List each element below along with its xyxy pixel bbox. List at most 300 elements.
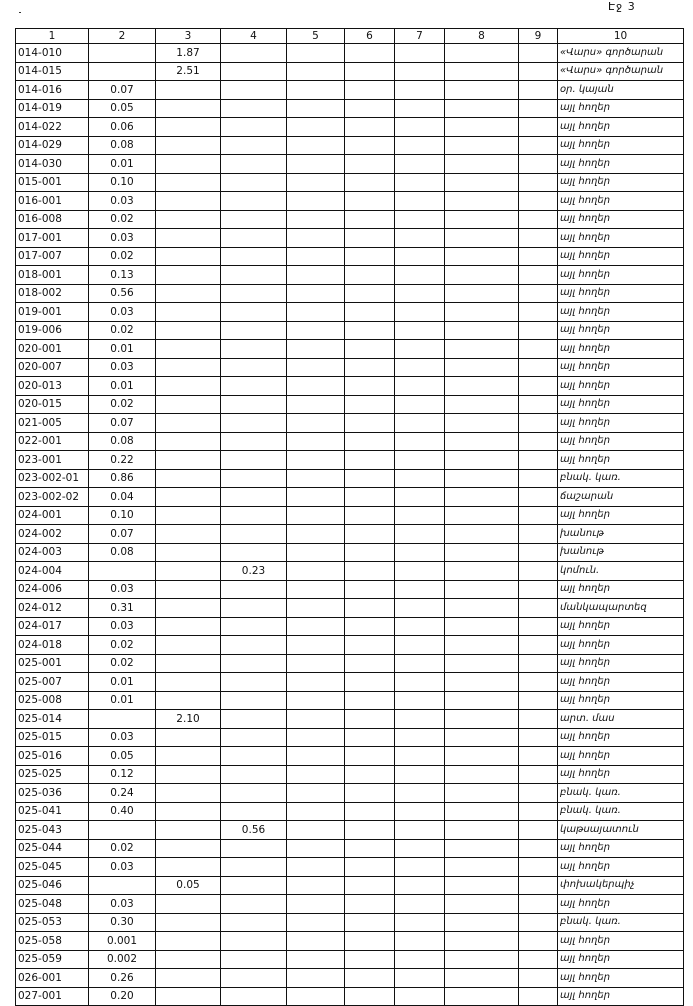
col-9-value [519,636,558,655]
col-2-value: 0.10 [89,173,156,192]
col-9-value [519,784,558,803]
col-8-value [445,44,519,63]
col-9-value [519,710,558,729]
col-6-value [345,858,395,877]
parcel-code: 025-059 [16,950,89,969]
parcel-code: 016-001 [16,192,89,211]
col-5-value [287,395,345,414]
col-4-value [221,284,287,303]
col-9-value [519,691,558,710]
table-row [16,284,684,303]
land-use-label: այլ հողեր [558,765,684,784]
col-5-value [287,136,345,155]
land-use-label: բնակ. կառ. [558,784,684,803]
col-7-value [395,765,445,784]
col-8-value [445,802,519,821]
parcel-code: 025-007 [16,673,89,692]
col-5-value [287,358,345,377]
land-use-label: այլ հողեր [558,173,684,192]
land-use-label: այլ հողեր [558,155,684,174]
land-use-label: այլ հողեր [558,210,684,229]
land-use-label: օր. կայան [558,81,684,100]
col-4-value [221,340,287,359]
land-use-label: այլ հողեր [558,895,684,914]
table-row [16,506,684,525]
col-9-value [519,913,558,932]
col-4-value [221,173,287,192]
col-7-value [395,155,445,174]
parcel-code: 014-022 [16,118,89,137]
col-6-value [345,321,395,340]
col-8-value [445,451,519,470]
col-6-value [345,876,395,895]
table-row [16,432,684,451]
col-4-value [221,765,287,784]
col-8-value [445,858,519,877]
col-8-value [445,525,519,544]
parcel-code: 025-036 [16,784,89,803]
col-7-value [395,81,445,100]
col-3-value [156,377,221,396]
col-3-value [156,432,221,451]
col-2-value: 0.30 [89,913,156,932]
col-3-value [156,913,221,932]
land-use-label: այլ հողեր [558,229,684,248]
col-9-value [519,562,558,581]
col-7-value [395,636,445,655]
col-8-value [445,987,519,1006]
col-8-value [445,506,519,525]
col-2-value: 0.01 [89,155,156,174]
col-2-value: 0.02 [89,636,156,655]
land-use-label: այլ հողեր [558,414,684,433]
col-5-value [287,728,345,747]
land-use-label: այլ հողեր [558,950,684,969]
col-9-value [519,358,558,377]
table-row [16,765,684,784]
col-9-value [519,247,558,266]
parcel-code: 021-005 [16,414,89,433]
col-3-value [156,136,221,155]
col-8-value [445,266,519,285]
table-row [16,728,684,747]
col-8-value [445,969,519,988]
col-8-value [445,895,519,914]
col-6-value [345,969,395,988]
col-9-value [519,229,558,248]
col-7-value [395,599,445,618]
col-2-value: 0.02 [89,654,156,673]
table-row [16,488,684,507]
col-4-value [221,950,287,969]
table-row [16,358,684,377]
col-7-value [395,673,445,692]
land-use-label: կաթսայատուն [558,821,684,840]
land-use-label: այլ հողեր [558,377,684,396]
col-3-value [156,155,221,174]
col-3-value [156,691,221,710]
col-9-value [519,340,558,359]
col-4-value [221,488,287,507]
col-9-value [519,136,558,155]
col-8-value [445,617,519,636]
col-6-value [345,414,395,433]
col-2-value: 0.03 [89,192,156,211]
col-7-value [395,340,445,359]
col-8-value [445,284,519,303]
col-8-value [445,691,519,710]
parcel-code: 024-017 [16,617,89,636]
col-8-value [445,562,519,581]
col-8-value [445,673,519,692]
col-2-value: 0.22 [89,451,156,470]
col-8-value [445,340,519,359]
col-2-value: 0.01 [89,673,156,692]
col-3-value [156,728,221,747]
col-5-value [287,969,345,988]
col-7-value [395,728,445,747]
col-2-value: 0.001 [89,932,156,951]
col-5-value [287,432,345,451]
col-9-value [519,284,558,303]
col-6-value [345,99,395,118]
col-6-value [345,987,395,1006]
col-9-value [519,876,558,895]
col-4-value [221,395,287,414]
col-9-value [519,99,558,118]
col-8-value [445,136,519,155]
table-row [16,987,684,1006]
col-3-value [156,987,221,1006]
col-6-value [345,599,395,618]
col-5-value [287,377,345,396]
col-5-value [287,987,345,1006]
col-3-value [156,895,221,914]
col-5-value [287,636,345,655]
col-9-value [519,266,558,285]
table-row [16,173,684,192]
col-4-value [221,192,287,211]
land-use-label: այլ հողեր [558,839,684,858]
header-col-3: 3 [156,29,221,44]
col-7-value [395,710,445,729]
col-4-value [221,636,287,655]
col-4-value [221,728,287,747]
col-4-value [221,802,287,821]
parcel-code: 026-001 [16,969,89,988]
col-3-value: 2.51 [156,62,221,81]
col-7-value [395,950,445,969]
land-use-label: այլ հողեր [558,136,684,155]
col-6-value [345,691,395,710]
col-6-value [345,784,395,803]
col-2-value: 0.07 [89,81,156,100]
col-9-value [519,192,558,211]
land-use-label: այլ հողեր [558,969,684,988]
table-row [16,469,684,488]
col-2-value: 0.07 [89,414,156,433]
col-7-value [395,266,445,285]
col-2-value [89,821,156,840]
parcel-code: 027-001 [16,987,89,1006]
col-6-value [345,136,395,155]
col-4-value [221,266,287,285]
land-use-label: բնակ. կառ. [558,469,684,488]
col-5-value [287,488,345,507]
col-2-value: 0.03 [89,858,156,877]
parcel-code: 025-016 [16,747,89,766]
col-4-value [221,654,287,673]
col-5-value [287,913,345,932]
col-6-value [345,654,395,673]
col-3-value: 0.05 [156,876,221,895]
table-row [16,99,684,118]
col-5-value [287,839,345,858]
land-use-label: այլ հողեր [558,118,684,137]
col-6-value [345,950,395,969]
col-5-value [287,876,345,895]
col-2-value: 0.56 [89,284,156,303]
col-4-value [221,432,287,451]
col-9-value [519,932,558,951]
col-7-value [395,118,445,137]
land-use-label: մանկապարտեզ [558,599,684,618]
col-5-value [287,673,345,692]
col-7-value [395,173,445,192]
col-4-value [221,451,287,470]
parcel-code: 025-044 [16,839,89,858]
col-6-value [345,913,395,932]
header-row [16,29,684,44]
land-use-label: այլ հողեր [558,432,684,451]
land-use-label: այլ հողեր [558,247,684,266]
col-7-value [395,247,445,266]
parcel-code: 017-001 [16,229,89,248]
land-use-label: այլ հողեր [558,673,684,692]
col-8-value [445,488,519,507]
land-use-label: խանութ [558,525,684,544]
table-row [16,932,684,951]
col-4-value [221,913,287,932]
col-3-value [156,229,221,248]
land-use-label: այլ հողեր [558,506,684,525]
col-9-value [519,377,558,396]
col-5-value [287,562,345,581]
col-3-value [156,599,221,618]
col-3-value [156,414,221,433]
table-row [16,821,684,840]
parcel-code: 025-001 [16,654,89,673]
col-6-value [345,506,395,525]
col-9-value [519,617,558,636]
header-col-9: 9 [519,29,558,44]
parcel-code: 025-025 [16,765,89,784]
col-3-value: 2.10 [156,710,221,729]
col-8-value [445,229,519,248]
col-5-value [287,784,345,803]
col-5-value [287,747,345,766]
col-5-value [287,654,345,673]
col-7-value [395,451,445,470]
col-4-value [221,543,287,562]
table-row [16,913,684,932]
col-8-value [445,99,519,118]
col-8-value [445,377,519,396]
col-4-value [221,247,287,266]
parcel-code: 014-015 [16,62,89,81]
col-3-value [156,617,221,636]
col-7-value [395,432,445,451]
table-row [16,858,684,877]
col-9-value [519,451,558,470]
header-col-4: 4 [221,29,287,44]
col-7-value [395,210,445,229]
col-2-value: 0.05 [89,99,156,118]
parcel-code: 024-002 [16,525,89,544]
parcel-code: 019-006 [16,321,89,340]
table-row [16,136,684,155]
col-7-value [395,321,445,340]
col-6-value [345,44,395,63]
col-3-value [156,969,221,988]
col-6-value [345,81,395,100]
col-3-value [156,210,221,229]
table-body [16,44,684,1006]
col-3-value [156,340,221,359]
table-row [16,543,684,562]
parcel-code: 014-030 [16,155,89,174]
col-6-value [345,617,395,636]
col-2-value: 0.86 [89,469,156,488]
parcel-code: 025-043 [16,821,89,840]
parcel-code: 017-007 [16,247,89,266]
col-5-value [287,451,345,470]
col-9-value [519,118,558,137]
table-row [16,673,684,692]
col-9-value [519,506,558,525]
col-3-value [156,821,221,840]
col-4-value [221,62,287,81]
land-use-label: բնակ. կառ. [558,802,684,821]
col-7-value [395,839,445,858]
table-row [16,710,684,729]
col-2-value: 0.05 [89,747,156,766]
table-row [16,210,684,229]
col-7-value [395,691,445,710]
col-4-value [221,525,287,544]
col-2-value: 0.03 [89,580,156,599]
col-3-value [156,451,221,470]
col-8-value [445,192,519,211]
col-9-value [519,765,558,784]
col-3-value [156,673,221,692]
col-3-value [156,525,221,544]
parcel-code: 023-001 [16,451,89,470]
col-8-value [445,247,519,266]
col-6-value [345,821,395,840]
col-7-value [395,562,445,581]
col-7-value [395,358,445,377]
col-6-value [345,636,395,655]
col-3-value [156,266,221,285]
col-2-value [89,710,156,729]
land-use-label: այլ հողեր [558,284,684,303]
table-row [16,969,684,988]
land-use-label: այլ հողեր [558,858,684,877]
parcel-code: 016-008 [16,210,89,229]
land-use-label: արտ. մաս [558,710,684,729]
col-7-value [395,802,445,821]
table-row [16,839,684,858]
col-2-value: 0.20 [89,987,156,1006]
col-5-value [287,81,345,100]
col-2-value [89,562,156,581]
col-4-value [221,969,287,988]
col-7-value [395,395,445,414]
col-9-value [519,969,558,988]
col-9-value [519,821,558,840]
col-4-value [221,599,287,618]
col-9-value [519,543,558,562]
col-4-value [221,44,287,63]
col-5-value [287,895,345,914]
col-4-value [221,414,287,433]
col-8-value [445,432,519,451]
col-3-value [156,747,221,766]
header-col-6: 6 [345,29,395,44]
col-4-value [221,784,287,803]
col-3-value [156,839,221,858]
col-2-value: 0.02 [89,839,156,858]
col-2-value: 0.26 [89,969,156,988]
col-8-value [445,62,519,81]
col-2-value: 0.06 [89,118,156,137]
table-row [16,654,684,673]
table-row [16,580,684,599]
header-col-1: 1 [16,29,89,44]
col-9-value [519,44,558,63]
col-4-value [221,358,287,377]
col-9-value [519,728,558,747]
col-8-value [445,932,519,951]
table-row [16,81,684,100]
col-7-value [395,784,445,803]
col-7-value [395,858,445,877]
col-5-value [287,469,345,488]
col-2-value: 0.12 [89,765,156,784]
col-8-value [445,358,519,377]
table-row [16,266,684,285]
col-8-value [445,155,519,174]
col-5-value [287,858,345,877]
parcel-code: 014-016 [16,81,89,100]
table-row [16,784,684,803]
table-row [16,525,684,544]
parcel-code: 024-004 [16,562,89,581]
col-2-value: 0.07 [89,525,156,544]
land-parcel-table [15,28,684,1006]
parcel-code: 025-045 [16,858,89,877]
table-row [16,247,684,266]
col-2-value: 0.03 [89,895,156,914]
col-9-value [519,839,558,858]
col-3-value [156,99,221,118]
col-4-value [221,747,287,766]
col-7-value [395,969,445,988]
col-2-value: 0.03 [89,358,156,377]
col-5-value [287,99,345,118]
table-row [16,562,684,581]
